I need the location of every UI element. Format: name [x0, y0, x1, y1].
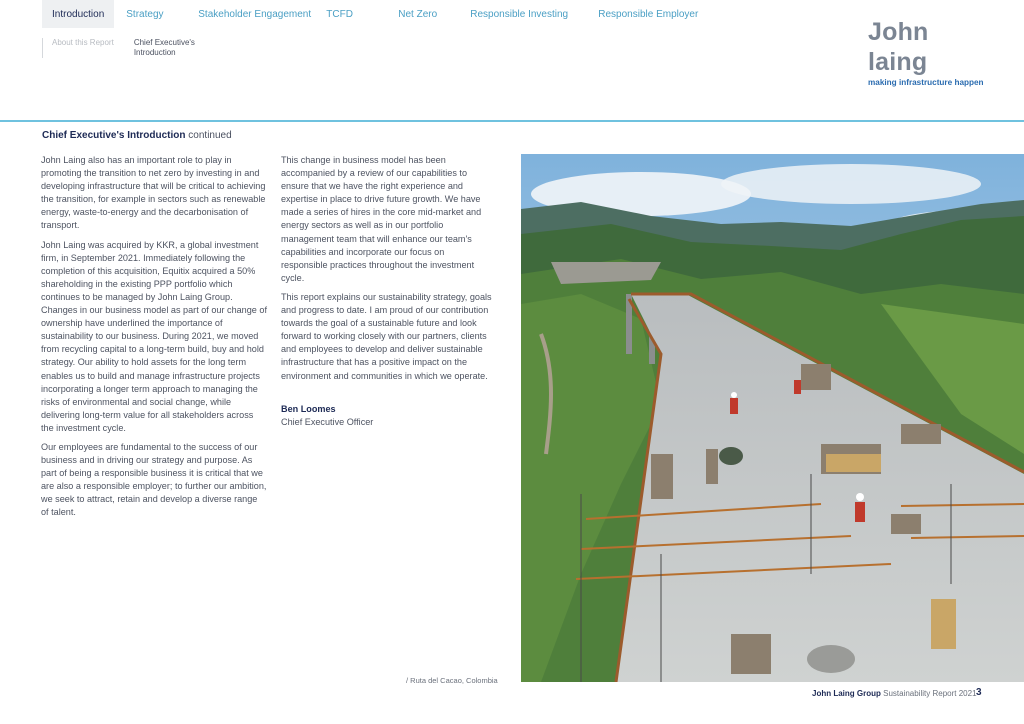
body-column-2	[281, 154, 493, 429]
signoff-name: Ben Loomes	[281, 403, 336, 414]
subtab-chief-executives-introduction[interactable]: Chief Executive's Introduction	[133, 38, 195, 57]
logo-tagline: making infrastructure happen	[868, 78, 984, 87]
page-footer	[812, 689, 977, 698]
tab-net-zero[interactable]: Net Zero	[398, 9, 438, 20]
tab-introduction[interactable]: Introduction	[42, 0, 114, 28]
paragraph: This report explains our sustainability strategy, goals and progress to date. I am proud of our contribution towards the goal of a sustainable future and look forward to working closely with our partners, clients and employees to develop and deliver sustainable infrastructure that has a positive impact on the environment and communities in which we operate.	[281, 291, 492, 381]
header-divider	[0, 120, 1024, 122]
footer-report: Sustainability Report 2021	[883, 689, 977, 698]
section-heading	[42, 130, 232, 141]
tab-responsible-employer[interactable]: Responsible Employer	[598, 9, 699, 20]
tab-responsible-investing[interactable]: Responsible Investing	[470, 9, 569, 20]
paragraph: Our employees are fundamental to the success of our business and in driving our strategy and purpose. As part of being a responsible business it is critical that we are also a responsible employer; to further our ambition, we seek to attract, retain and develop a diverse range of talent.	[41, 441, 267, 518]
construction-bridge-photo	[521, 154, 1024, 682]
signoff-title: Chief Executive Officer	[281, 416, 374, 427]
photo-caption: / Ruta del Cacao, Colombia	[406, 676, 498, 685]
paragraph: John Laing was acquired by KKR, a global investment firm, in September 2021. Immediately following the completion of this acquisition, Equitix acquired a 50% shareholding in the existing PPP portfolio which continues to be managed by John Laing Group. Changes in our business model as part of our change of ownership have underlined the importance of sustainability to our business. During 2021, we moved from recycling capital to a long-term build, buy and hold strategy. Our ability to hold assets for the long term enables us to build and manage infrastructure projects incorporating a longer term approach to managing the risks of environmental and social change, while delivering long-term value for all stakeholders across the investment cycle.	[41, 239, 267, 433]
tab-stakeholder-engagement[interactable]: Stakeholder Engagement	[198, 9, 312, 20]
tab-tcfd[interactable]: TCFD	[326, 9, 353, 20]
logo-wordmark: John laing	[868, 18, 929, 76]
footer-brand: John Laing Group	[812, 689, 881, 698]
subtab-about-this-report[interactable]: About this Report	[52, 38, 114, 47]
signoff	[281, 403, 493, 429]
john-laing-logo[interactable]	[868, 17, 992, 87]
paragraph: This change in business model has been accompanied by a review of our capabilities to ensure that we have the right experience and expertise in place to drive future growth. We have made a series of hires in the core mid-market and energy sectors as well as in our portfolio management team that will enhance our team's capabilities and incorporate our focus on responsible practices throughout the investment cycle.	[281, 155, 482, 283]
paragraph: John Laing also has an important role to play in promoting the transition to net zero by investing in and developing infrastructure that will be critical to achieving the transition, for example in sectors such as renewable energy, waste-to-energy and the decarbonisation of transport.	[41, 155, 266, 231]
section-suffix: continued	[188, 130, 232, 141]
body-column-1	[41, 154, 267, 526]
sub-nav	[42, 38, 224, 58]
top-nav	[42, 0, 708, 28]
tab-strategy[interactable]: Strategy	[126, 9, 164, 20]
section-title: Chief Executive's Introduction	[42, 130, 186, 141]
page-number: 3	[976, 687, 982, 698]
